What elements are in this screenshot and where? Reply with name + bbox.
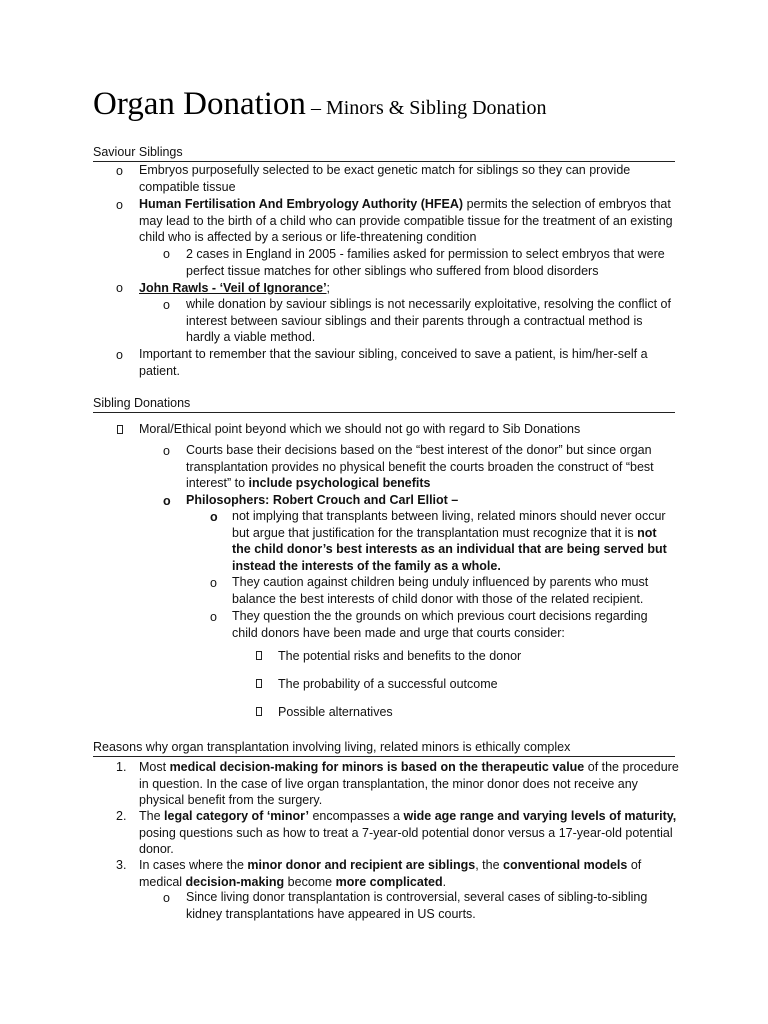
s2-sub-c1-text: not implying that transplants between living, related minors should never occur but argue that justification for the transplantation must recognize that it is xyxy=(232,509,666,540)
s3-item-2-bold-b: legal category of ‘minor’ xyxy=(164,809,309,823)
s3-item-3 xyxy=(139,857,679,890)
page-title xyxy=(93,86,547,123)
philosophers-heading: Philosophers: Robert Crouch and Carl Elliot – xyxy=(186,493,459,507)
section-heading-reasons: Reasons why organ transplantation involving living, related minors is ethically complex xyxy=(93,740,675,757)
bullet-circle: o xyxy=(163,494,171,508)
s2-bullet-1a-bold: include psychological benefits xyxy=(248,476,431,491)
s3-item-3-text-e: of medical xyxy=(139,858,642,889)
s3-item-3-text-a: In cases where the xyxy=(139,858,248,872)
s2-bullet-1a xyxy=(186,442,676,492)
rawls-link-text: John Rawls - ‘Veil of Ignorance’ xyxy=(139,281,327,295)
s2-sub-c1-bold: not the child donor’s best interests as an individual that are being served but instead the interests of the family as a whole. xyxy=(232,525,667,573)
s2-bullet-1b xyxy=(186,492,676,509)
s3-item-1 xyxy=(139,759,679,809)
bullet-circle: o xyxy=(116,348,123,362)
s1-bullet-3-sub: while donation by saviour siblings is not necessarily exploitative, resolving the conflict of interest between saviour siblings and their parents through a contractual method is hardly a viable method. xyxy=(186,297,671,345)
s3-item-2-text-c: encompasses a xyxy=(308,809,404,823)
s3-item-3-text-g: become xyxy=(284,874,336,889)
s2-consider-2: The probability of a successful outcome xyxy=(278,677,498,691)
s2-sub-c2: They caution against children being unduly influenced by parents who must balance the best interests of child donor with those of the related recipient. xyxy=(232,575,649,606)
s1-bullet-2 xyxy=(139,196,679,246)
title-subtitle: – Minors & Sibling Donation xyxy=(305,97,547,119)
s3-item-3-sub: Since living donor transplantation is controversial, several cases of sibling-to-sibling kidney transplantations have appeared in US courts. xyxy=(186,890,648,921)
bullet-circle: o xyxy=(210,576,217,590)
s3-item-2-bold-d: wide age range and varying levels of maturity, xyxy=(403,809,677,823)
s1-bullet-4: Important to remember that the saviour sibling, conceived to save a patient, is him/her-self a patient. xyxy=(139,347,648,378)
bullet-square-icon xyxy=(256,707,262,716)
s1-bullet-2-sub: 2 cases in England in 2005 - families asked for permission to select embryos that were perfect tissue matches for other siblings who suffered from blood disorders xyxy=(186,247,665,278)
hfea-bold: Human Fertilisation And Embryology Authority (HFEA) xyxy=(139,197,464,211)
s2-sub-c3: They question the the grounds on which previous court decisions regarding child donors have been made and urge that courts consider: xyxy=(232,609,648,640)
s3-item-3-text-i: . xyxy=(442,874,447,889)
s3-item-3-bold-d: conventional models xyxy=(503,858,628,872)
s1-bullet-1: Embryos purposefully selected to be exact genetic match for siblings so they can provide compatible tissue xyxy=(139,163,631,194)
s3-item-2-text-e: posing questions such as how to treat a 7-year-old potential donor versus a 17-year-old potential donor. xyxy=(139,825,673,857)
s2-consider-1: The potential risks and benefits to the donor xyxy=(278,649,522,663)
title-main: Organ Donation xyxy=(93,86,306,122)
bullet-circle: o xyxy=(163,298,170,312)
s3-item-1-text-c: of the procedure in question. In the case of live organ transplantation, the minor donor does not receive any physical benefit from the surgery. xyxy=(139,760,679,808)
bullet-square-icon xyxy=(256,679,262,688)
s3-item-1-bold: medical decision-making for minors is based on the therapeutic value xyxy=(169,760,585,774)
bullet-square-icon xyxy=(256,651,262,660)
bullet-circle: o xyxy=(116,164,123,178)
s3-item-3-bold-h: more complicated xyxy=(335,874,443,889)
section-heading-sibling-donations: Sibling Donations xyxy=(93,396,675,413)
s3-item-3-text-c: , the xyxy=(475,858,504,872)
s3-item-2 xyxy=(139,808,679,858)
bullet-circle: o xyxy=(163,247,170,261)
s2-bullet-1: Moral/Ethical point beyond which we should not go with regard to Sib Donations xyxy=(139,422,581,436)
bullet-circle: o xyxy=(116,281,123,295)
s3-item-2-text-a: The xyxy=(139,809,165,823)
s2-sub-c1 xyxy=(232,508,676,574)
bullet-circle: o xyxy=(210,510,218,524)
list-number-1: 1. xyxy=(116,760,127,774)
s2-consider-3: Possible alternatives xyxy=(278,705,393,719)
bullet-circle: o xyxy=(210,610,217,624)
s1-bullet-3-text: ; xyxy=(326,281,331,295)
bullet-square-icon xyxy=(117,425,123,434)
list-number-2: 2. xyxy=(116,809,127,823)
section-heading-saviour-siblings: Saviour Siblings xyxy=(93,145,675,162)
bullet-circle: o xyxy=(163,444,170,458)
s2-bullet-1a-text: Courts base their decisions based on the “best interest of the donor” but since organ transplantation provides no physical benefit the courts broaden the construct of “best interest” to xyxy=(186,443,654,491)
bullet-circle: o xyxy=(116,198,123,212)
s1-bullet-2-text: permits the selection of embryos that may lead to the birth of a child who can provide compatible tissue for the treatment of an existing child who is affected by a serious or life-threatening condition xyxy=(139,197,673,245)
list-number-3: 3. xyxy=(116,858,127,872)
s3-item-3-bold-f: decision-making xyxy=(185,874,285,889)
s3-item-1-text-a: Most xyxy=(139,760,170,774)
s3-item-3-bold-b: minor donor and recipient are siblings xyxy=(247,858,476,872)
s1-bullet-3 xyxy=(139,280,679,297)
bullet-circle: o xyxy=(163,891,170,905)
